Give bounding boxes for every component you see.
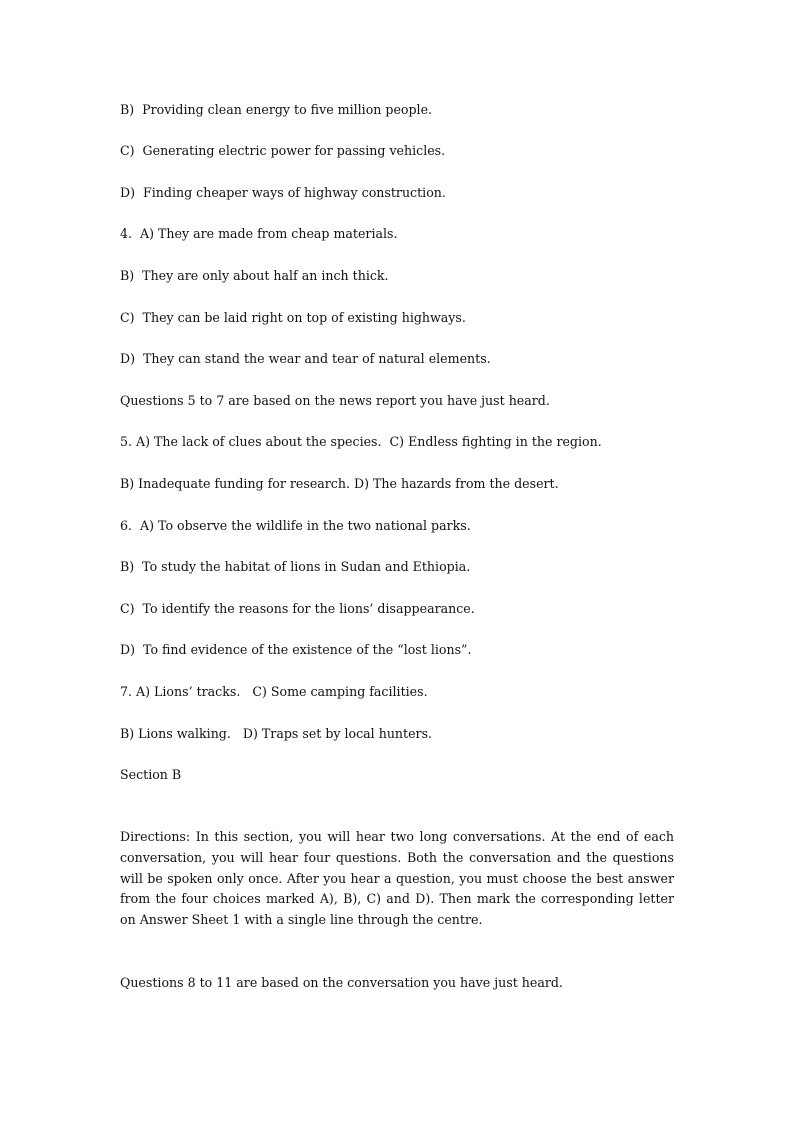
option-6d: D) To find evidence of the existence of the “lost lions”. — [120, 642, 472, 657]
option-4d: D) They can stand the wear and tear of natural elements. — [120, 351, 491, 366]
option-4b: B) They are only about half an inch thick. — [120, 268, 389, 283]
questions-8-11-heading: Questions 8 to 11 are based on the conversation you have just heard. — [120, 975, 563, 990]
section-b-directions: Directions: In this section, you will hear two long conversations. At the end of each conversation, you will hear four questions. Both the conversation and the questions will be spoken only once. After you hear a question, you must choose the best answer from the four choices marked A), B), C) and D). Then mark the corresponding letter on Answer Sheet 1 with a single line through the centre. — [120, 829, 674, 928]
questions-5-7-heading: Questions 5 to 7 are based on the news report you have just heard. — [120, 393, 550, 408]
option-3b: B) Providing clean energy to five million people. — [120, 102, 433, 117]
option-3c: C) Generating electric power for passing vehicles. — [120, 143, 446, 158]
section-b-heading: Section B — [120, 767, 182, 782]
question-6-option-a: 6. A) To observe the wildlife in the two national parks. — [120, 518, 471, 533]
question-7-options-bd: B) Lions walking. D) Traps set by local hunters. — [120, 726, 433, 741]
question-7-options-ac: 7. A) Lions’ tracks. C) Some camping facilities. — [120, 684, 428, 699]
option-6b: B) To study the habitat of lions in Sudan and Ethiopia. — [120, 559, 471, 574]
question-5-options-bd: B) Inadequate funding for research. D) The hazards from the desert. — [120, 476, 559, 491]
option-6c: C) To identify the reasons for the lions’ disappearance. — [120, 601, 475, 616]
option-3d: D) Finding cheaper ways of highway construction. — [120, 185, 446, 200]
question-4-option-a: 4. A) They are made from cheap materials. — [120, 226, 398, 241]
option-4c: C) They can be laid right on top of existing highways. — [120, 310, 466, 325]
question-5-options-ac: 5. A) The lack of clues about the species. C) Endless fighting in the region. — [120, 434, 602, 449]
